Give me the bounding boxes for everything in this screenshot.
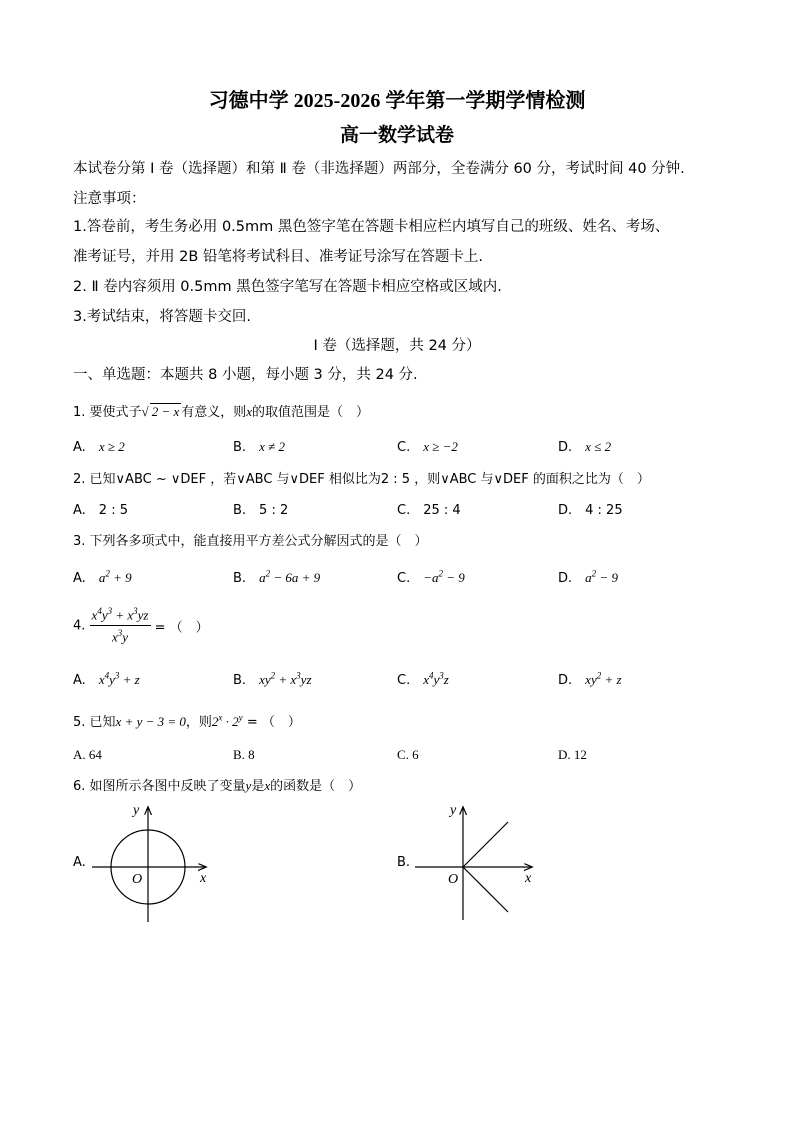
q1-var: x <box>246 404 253 419</box>
question-4-stem <box>73 606 209 646</box>
q2-option-b[interactable]: B. 5 : 2 <box>233 503 289 518</box>
x-axis-label: x <box>525 871 532 886</box>
q4-option-d[interactable]: D. $xy^2 + z$ <box>558 670 622 688</box>
q1-option-c[interactable]: C. x ≥ −2 <box>397 439 458 455</box>
q2-option-d[interactable]: D. 4 : 25 <box>558 503 623 518</box>
origin-label: O <box>448 872 459 887</box>
q5-option-b[interactable]: B. 8 <box>233 747 255 762</box>
question-2-stem: 2. 已知∨ABC ~ ∨DEF ，若∨ABC 与∨DEF 相似比为2 : 5 ，则∨ABC 与∨DEF 的面积之比为（ ） <box>73 472 650 487</box>
upper-ray <box>463 822 508 867</box>
q5-option-a[interactable]: A. 64 <box>73 747 102 762</box>
q1-option-a[interactable]: A. x ≥ 2 <box>73 439 125 455</box>
question-6-stem: 6. 如图所示各图中反映了变量y是x的函数是（ ） <box>73 778 362 794</box>
q6-option-b-label[interactable]: B. <box>397 855 411 870</box>
q1-stem-post-b: 的取值范围是（ ） <box>252 405 370 420</box>
q6-option-a-label[interactable]: A. <box>73 855 86 870</box>
q5-option-c[interactable]: C. 6 <box>397 747 419 762</box>
q4-tail: = （ ） <box>154 620 209 636</box>
x-axis-label: x <box>200 871 207 886</box>
q5-expression: $2^x \cdot 2^y$ <box>211 712 243 729</box>
exam-title: 习德中学 2025-2026 学年第一学期学情检测 <box>208 90 586 112</box>
q1-radicand: 2 − x <box>151 404 180 419</box>
sqrt-expression: √ 2 − x <box>141 404 180 419</box>
q3-option-c[interactable]: C. $-a^2 - 9$ <box>397 568 465 586</box>
y-axis-label: y <box>450 803 457 818</box>
q4-option-b[interactable]: B. $xy^2 + x^3yz$ <box>233 670 312 688</box>
q6-graph-b <box>413 800 543 925</box>
question-1-stem <box>73 401 369 420</box>
origin-label: O <box>132 872 143 887</box>
q3-option-d[interactable]: D. $a^2 - 9$ <box>558 568 618 586</box>
section-title: Ⅰ 卷（选择题，共 24 分） <box>313 338 481 354</box>
q4-option-c[interactable]: C. $x^4y^3z$ <box>397 670 449 688</box>
notice-3: 3.考试结束，将答题卡交回. <box>73 309 251 325</box>
q1-stem-post-a: 有意义，则 <box>181 405 247 420</box>
q4-option-a[interactable]: A. $x^4y^3 + z$ <box>73 670 140 688</box>
notice-2: 2. Ⅱ 卷内容须用 0.5mm 黑色签字笔写在答题卡相应空格或区域内. <box>73 279 502 295</box>
q4-fraction: $\frac{x^4y^3 + x^3yz}{x^3y}$ <box>91 606 149 645</box>
q5-equation: x + y − 3 = 0 <box>115 714 186 729</box>
question-5-stem: 5. 已知x + y − 3 = 0，则$2^x \cdot 2^y$ = （ ） <box>73 712 301 730</box>
notice-title: 注意事项： <box>73 191 146 207</box>
exam-subtitle: 高一数学试卷 <box>339 124 454 146</box>
notice-1a: 1.答卷前，考生务必用 0.5mm 黑色签字笔在答题卡相应栏内填写自己的班级、姓名、考场、 <box>73 219 670 235</box>
y-axis-label: y <box>133 803 140 818</box>
q6-graph-a <box>90 800 220 925</box>
q4-number: 4. <box>73 618 86 634</box>
q2-option-a[interactable]: A. 2 : 5 <box>73 503 128 518</box>
q3-option-a[interactable]: A. $a^2 + 9$ <box>73 568 132 586</box>
q1-stem-pre: 1. 要使式子 <box>73 405 142 420</box>
q1-option-b[interactable]: B. x ≠ 2 <box>233 439 285 455</box>
q3-option-b[interactable]: B. $a^2 - 6a + 9$ <box>233 568 321 586</box>
section-heading: 一、单选题：本题共 8 小题，每小题 3 分，共 24 分. <box>73 367 418 383</box>
question-3-stem: 3. 下列各多项式中，能直接用平方差公式分解因式的是（ ） <box>73 534 428 549</box>
exam-description: 本试卷分第 Ⅰ 卷（选择题）和第 Ⅱ 卷（非选择题）两部分，全卷满分 60 分，考试时间 40 分钟. <box>73 161 685 177</box>
q1-option-d[interactable]: D. x ≤ 2 <box>558 439 612 455</box>
notice-1b: 准考证号，并用 2B 铅笔将考试科目、准考证号涂写在答题卡上. <box>73 249 483 265</box>
lower-ray <box>463 867 508 912</box>
q2-option-c[interactable]: C. 25 : 4 <box>397 503 461 518</box>
q5-option-d[interactable]: D. 12 <box>558 747 587 762</box>
